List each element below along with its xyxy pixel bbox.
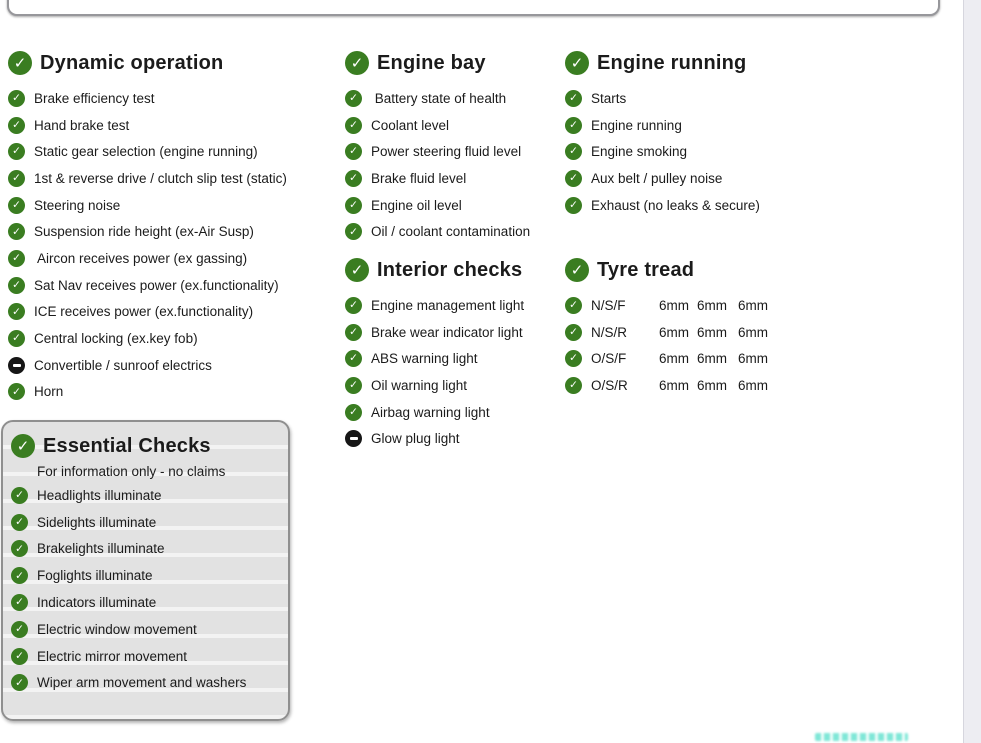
check-item (565, 192, 795, 219)
check-item (345, 85, 560, 112)
tread-depth-values (659, 298, 768, 313)
item-label: ICE receives power (ex.functionality) (34, 304, 254, 320)
check-circle-icon (11, 487, 28, 504)
dash-circle-icon (8, 357, 25, 374)
section-title: Dynamic operation (40, 51, 224, 74)
item-label: Steering noise (34, 197, 121, 213)
check-circle-icon (8, 90, 25, 107)
dash-circle-icon (345, 430, 362, 447)
item-label: Convertible / sunroof electrics (34, 357, 212, 373)
check-circle-icon (8, 117, 25, 134)
item-label: Brake efficiency test (34, 90, 155, 106)
item-label: Exhaust (no leaks & secure) (591, 197, 760, 213)
item-label: Sat Nav receives power (ex.functionality) (34, 277, 279, 293)
check-item (8, 325, 338, 352)
check-circle-icon (565, 297, 582, 314)
check-item (8, 218, 338, 245)
check-circle-icon (565, 258, 589, 282)
section-title: Essential Checks (43, 434, 211, 457)
check-item (345, 425, 560, 452)
item-label: Wiper arm movement and washers (37, 675, 247, 691)
tread-depth-values (659, 378, 768, 393)
check-item (8, 85, 338, 112)
check-circle-icon (11, 540, 28, 557)
check-item (345, 218, 560, 245)
item-label: Engine smoking (591, 144, 688, 160)
check-circle-icon (345, 223, 362, 240)
tread-depth-value: 6mm (697, 324, 727, 340)
check-circle-icon (345, 377, 362, 394)
item-label: Battery state of health (371, 90, 507, 106)
item-label: Indicators illuminate (37, 595, 157, 611)
illegible-watermark-text (815, 733, 908, 741)
section-title: Engine bay (377, 51, 486, 74)
tyre-position-label: O/S/R (591, 377, 628, 393)
item-label: Engine management light (371, 297, 525, 313)
section-title: Interior checks (377, 258, 523, 281)
tread-depth-values (659, 351, 768, 366)
check-item (8, 165, 338, 192)
check-item (8, 245, 338, 272)
check-item (8, 192, 338, 219)
check-circle-icon (565, 143, 582, 160)
tread-depth-values (659, 325, 768, 340)
check-item (8, 138, 338, 165)
check-item (345, 399, 560, 426)
check-circle-icon (11, 567, 28, 584)
check-circle-icon (345, 51, 369, 75)
check-circle-icon (345, 170, 362, 187)
check-circle-icon (565, 377, 582, 394)
item-label: Brake fluid level (371, 170, 467, 186)
check-item (345, 165, 560, 192)
tread-depth-value: 6mm (697, 351, 727, 367)
check-circle-icon (11, 674, 28, 691)
check-circle-icon (565, 170, 582, 187)
check-item (11, 589, 288, 616)
tread-depth-value: 6mm (738, 324, 768, 340)
check-item (8, 299, 338, 326)
check-circle-icon (565, 51, 589, 75)
check-item (345, 345, 560, 372)
item-label: ABS warning light (371, 351, 478, 367)
tyre-position-label: O/S/F (591, 351, 627, 367)
section-header (565, 253, 795, 287)
check-item (11, 643, 288, 670)
check-circle-icon (8, 143, 25, 160)
check-item (11, 616, 288, 643)
check-item (565, 138, 795, 165)
check-item (345, 319, 560, 346)
check-item (11, 670, 288, 697)
item-label: Electric mirror movement (37, 648, 188, 664)
scrollbar-track[interactable] (963, 0, 981, 743)
item-label: Horn (34, 384, 64, 400)
section-header (345, 46, 560, 80)
tread-depth-value: 6mm (738, 351, 768, 367)
item-label: 1st & reverse drive / clutch slip test (static) (34, 170, 287, 186)
item-label: Sidelights illuminate (37, 514, 157, 530)
check-circle-icon (565, 90, 582, 107)
previous-section-card-edge (7, 0, 940, 16)
check-item (345, 112, 560, 139)
item-label: Headlights illuminate (37, 487, 162, 503)
item-label: Hand brake test (34, 117, 130, 133)
section-title: Engine running (597, 51, 747, 74)
check-circle-icon (345, 297, 362, 314)
check-circle-icon (345, 404, 362, 421)
item-label: Oil warning light (371, 377, 468, 393)
check-item (11, 536, 288, 563)
tyre-tread-row (565, 319, 795, 346)
check-item (345, 292, 560, 319)
item-label: Aux belt / pulley noise (591, 170, 723, 186)
section-tyre-tread (565, 253, 795, 399)
section-subtitle: For information only - no claims (37, 464, 226, 479)
check-circle-icon (8, 51, 32, 75)
check-item (565, 165, 795, 192)
check-item (345, 138, 560, 165)
check-circle-icon (11, 621, 28, 638)
check-circle-icon (11, 594, 28, 611)
check-item (345, 372, 560, 399)
section-header (565, 46, 795, 80)
check-circle-icon (8, 330, 25, 347)
check-circle-icon (11, 434, 35, 458)
tyre-position-label: N/S/F (591, 297, 626, 313)
item-label: Brake wear indicator light (371, 324, 523, 340)
check-item (565, 85, 795, 112)
item-label: Engine running (591, 117, 682, 133)
check-item (8, 272, 338, 299)
tread-depth-value: 6mm (738, 297, 768, 313)
check-circle-icon (565, 117, 582, 134)
item-label: Engine oil level (371, 197, 462, 213)
item-label: Brakelights illuminate (37, 541, 165, 557)
item-label: Foglights illuminate (37, 568, 153, 584)
check-item (345, 192, 560, 219)
check-circle-icon (565, 350, 582, 367)
section-header (11, 431, 288, 461)
check-circle-icon (8, 250, 25, 267)
check-circle-icon (345, 117, 362, 134)
item-label: Coolant level (371, 117, 450, 133)
item-label: Static gear selection (engine running) (34, 144, 258, 160)
item-label: Central locking (ex.key fob) (34, 331, 198, 347)
check-circle-icon (345, 90, 362, 107)
tyre-tread-row (565, 292, 795, 319)
check-circle-icon (565, 324, 582, 341)
check-item (11, 562, 288, 589)
section-header (345, 253, 560, 287)
check-circle-icon (11, 648, 28, 665)
check-circle-icon (345, 324, 362, 341)
check-item (565, 112, 795, 139)
tread-depth-value: 6mm (659, 377, 689, 393)
check-circle-icon (345, 350, 362, 367)
tread-depth-value: 6mm (697, 377, 727, 393)
item-label: Airbag warning light (371, 404, 490, 420)
check-item (8, 352, 338, 379)
tread-depth-value: 6mm (738, 377, 768, 393)
check-circle-icon (8, 223, 25, 240)
check-item (11, 509, 288, 536)
tyre-position-label: N/S/R (591, 324, 628, 340)
section-engine-bay (345, 46, 560, 245)
section-engine-running (565, 46, 795, 218)
check-circle-icon (345, 258, 369, 282)
check-circle-icon (8, 303, 25, 320)
item-label: Electric window movement (37, 621, 197, 637)
section-header (8, 46, 338, 80)
tread-depth-value: 6mm (659, 324, 689, 340)
section-essential-checks (1, 420, 290, 721)
check-circle-icon (345, 197, 362, 214)
check-circle-icon (8, 197, 25, 214)
item-label: Power steering fluid level (371, 144, 522, 160)
check-circle-icon (11, 514, 28, 531)
item-label: Starts (591, 90, 627, 106)
check-item (8, 112, 338, 139)
check-circle-icon (565, 197, 582, 214)
check-circle-icon (8, 170, 25, 187)
tread-depth-value: 6mm (659, 351, 689, 367)
tyre-tread-row (565, 345, 795, 372)
item-label: Oil / coolant contamination (371, 224, 531, 240)
tread-depth-value: 6mm (659, 297, 689, 313)
tread-depth-value: 6mm (697, 297, 727, 313)
check-item (8, 379, 338, 406)
check-item (11, 482, 288, 509)
tyre-tread-row (565, 372, 795, 399)
item-label: Aircon receives power (ex gassing) (34, 250, 248, 266)
item-label: Glow plug light (371, 431, 460, 447)
section-interior-checks (345, 253, 560, 452)
section-dynamic-operation (8, 46, 338, 405)
item-label: Suspension ride height (ex-Air Susp) (34, 224, 254, 240)
check-circle-icon (8, 383, 25, 400)
check-circle-icon (345, 143, 362, 160)
section-title: Tyre tread (597, 258, 695, 281)
check-circle-icon (8, 277, 25, 294)
